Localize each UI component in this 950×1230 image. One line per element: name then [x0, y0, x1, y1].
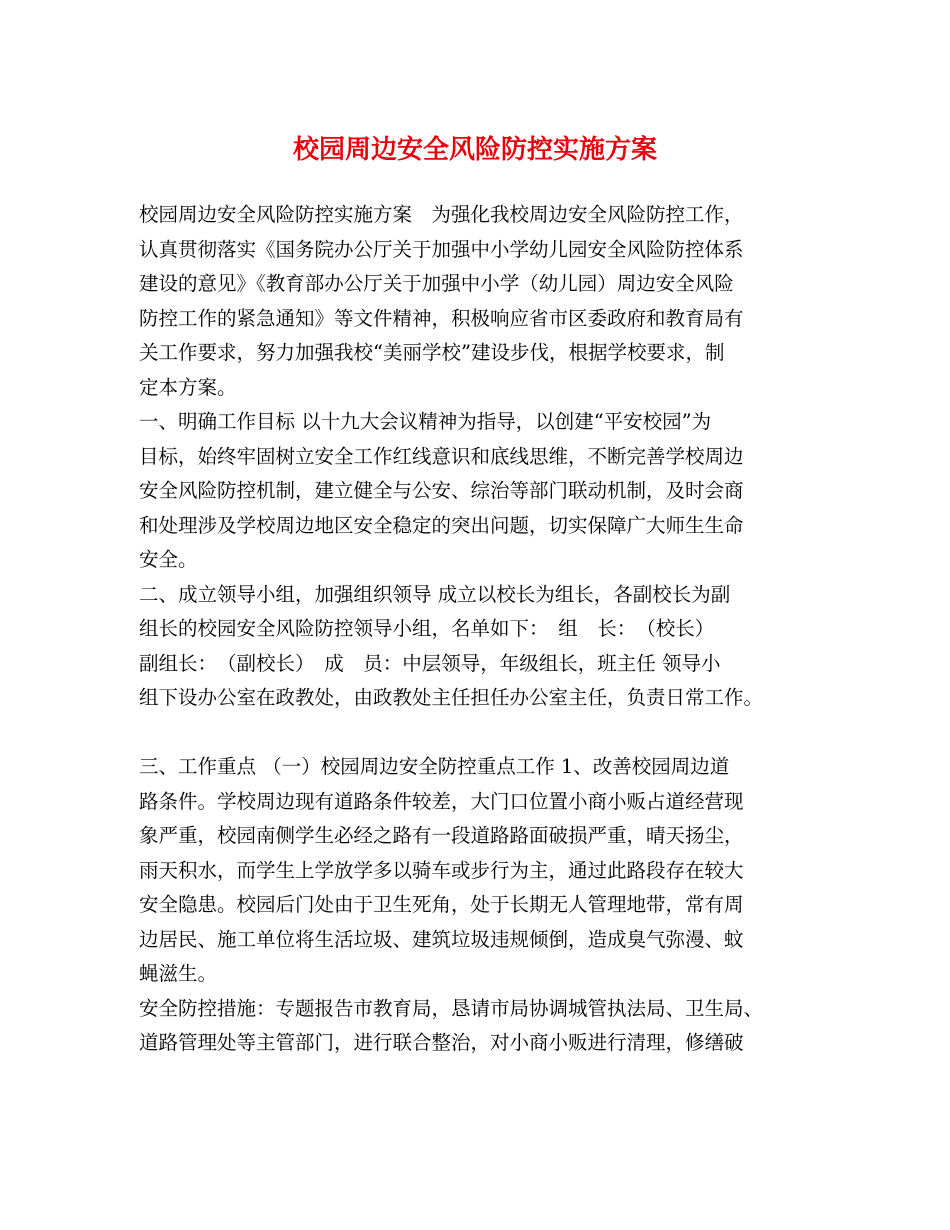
blank-line: [139, 716, 829, 751]
document-body: [139, 198, 829, 1061]
body-line: 校园周边安全风险防控实施方案 为强化我校周边安全风险防控工作，: [139, 203, 744, 226]
body-line: 认真贯彻落实《国务院办公厅关于加强中小学幼儿园安全风险防控体系: [139, 237, 744, 261]
body-line: 和处理涉及学校周边地区安全稳定的突出问题，切实保障广大师生生命: [139, 513, 744, 537]
body-line: 组长的校园安全风险防控领导小组，名单如下： 组 长： （校长）: [139, 617, 715, 640]
body-line: 象严重，校园南侧学生必经之路有一段道路路面破损严重，晴天扬尘，: [139, 824, 744, 847]
body-line: 防控工作的紧急通知》等文件精神，积极响应省市区委政府和教育局有: [139, 306, 744, 330]
body-line: 安全风险防控机制，建立健全与公安、综治等部门联动机制，及时会商: [139, 479, 744, 502]
body-line: 安全防控措施：专题报告市教育局，恳请市局协调城管执法局、卫生局、: [139, 996, 764, 1020]
body-line: 建设的意见》《教育部办公厅关于加强中小学（幼儿园）周边安全风险: [139, 272, 734, 295]
body-line: 一、明确工作目标 以十九大会议精神为指导，以创建“平安校园”为: [139, 410, 712, 433]
body-line: 安全隐患。校园后门处由于卫生死角，处于长期无人管理地带，常有周: [139, 893, 744, 916]
document-title: 校园周边安全风险防控实施方案: [292, 135, 657, 165]
body-line: 安全。: [139, 548, 198, 571]
body-line: 蝇滋生。: [139, 962, 218, 985]
body-line: 目标，始终牢固树立安全工作红线意识和底线思维，不断完善学校周边: [139, 444, 744, 468]
body-line: 三、工作重点 （一）校园周边安全防控重点工作 1、改善校园周边道: [139, 755, 730, 778]
body-line: 道路管理处等主管部门，进行联合整治，对小商小贩进行清理，修缮破: [139, 1031, 744, 1054]
body-line: 组下设办公室在政教处，由政教处主任担任办公室主任，负责日常工作。: [139, 686, 764, 709]
body-line: 关工作要求，努力加强我校“美丽学校”建设步伐，根据学校要求，制: [139, 341, 725, 364]
body-line: 雨天积水，而学生上学放学多以骑车或步行为主，通过此路段存在较大: [139, 858, 744, 882]
body-line: 副组长： （副校长） 成 员：中层领导，年级组长，班主任 领导小: [139, 651, 721, 675]
body-line: 路条件。学校周边现有道路条件较差，大门口位置小商小贩占道经营现: [139, 789, 744, 813]
body-line: 二、成立领导小组，加强组织领导 成立以校长为组长，各副校长为副: [139, 582, 731, 606]
body-line: 边居民、施工单位将生活垃圾、建筑垃圾违规倾倒，造成臭气弥漫、蚊: [139, 927, 744, 951]
body-line: 定本方案。: [139, 375, 237, 399]
